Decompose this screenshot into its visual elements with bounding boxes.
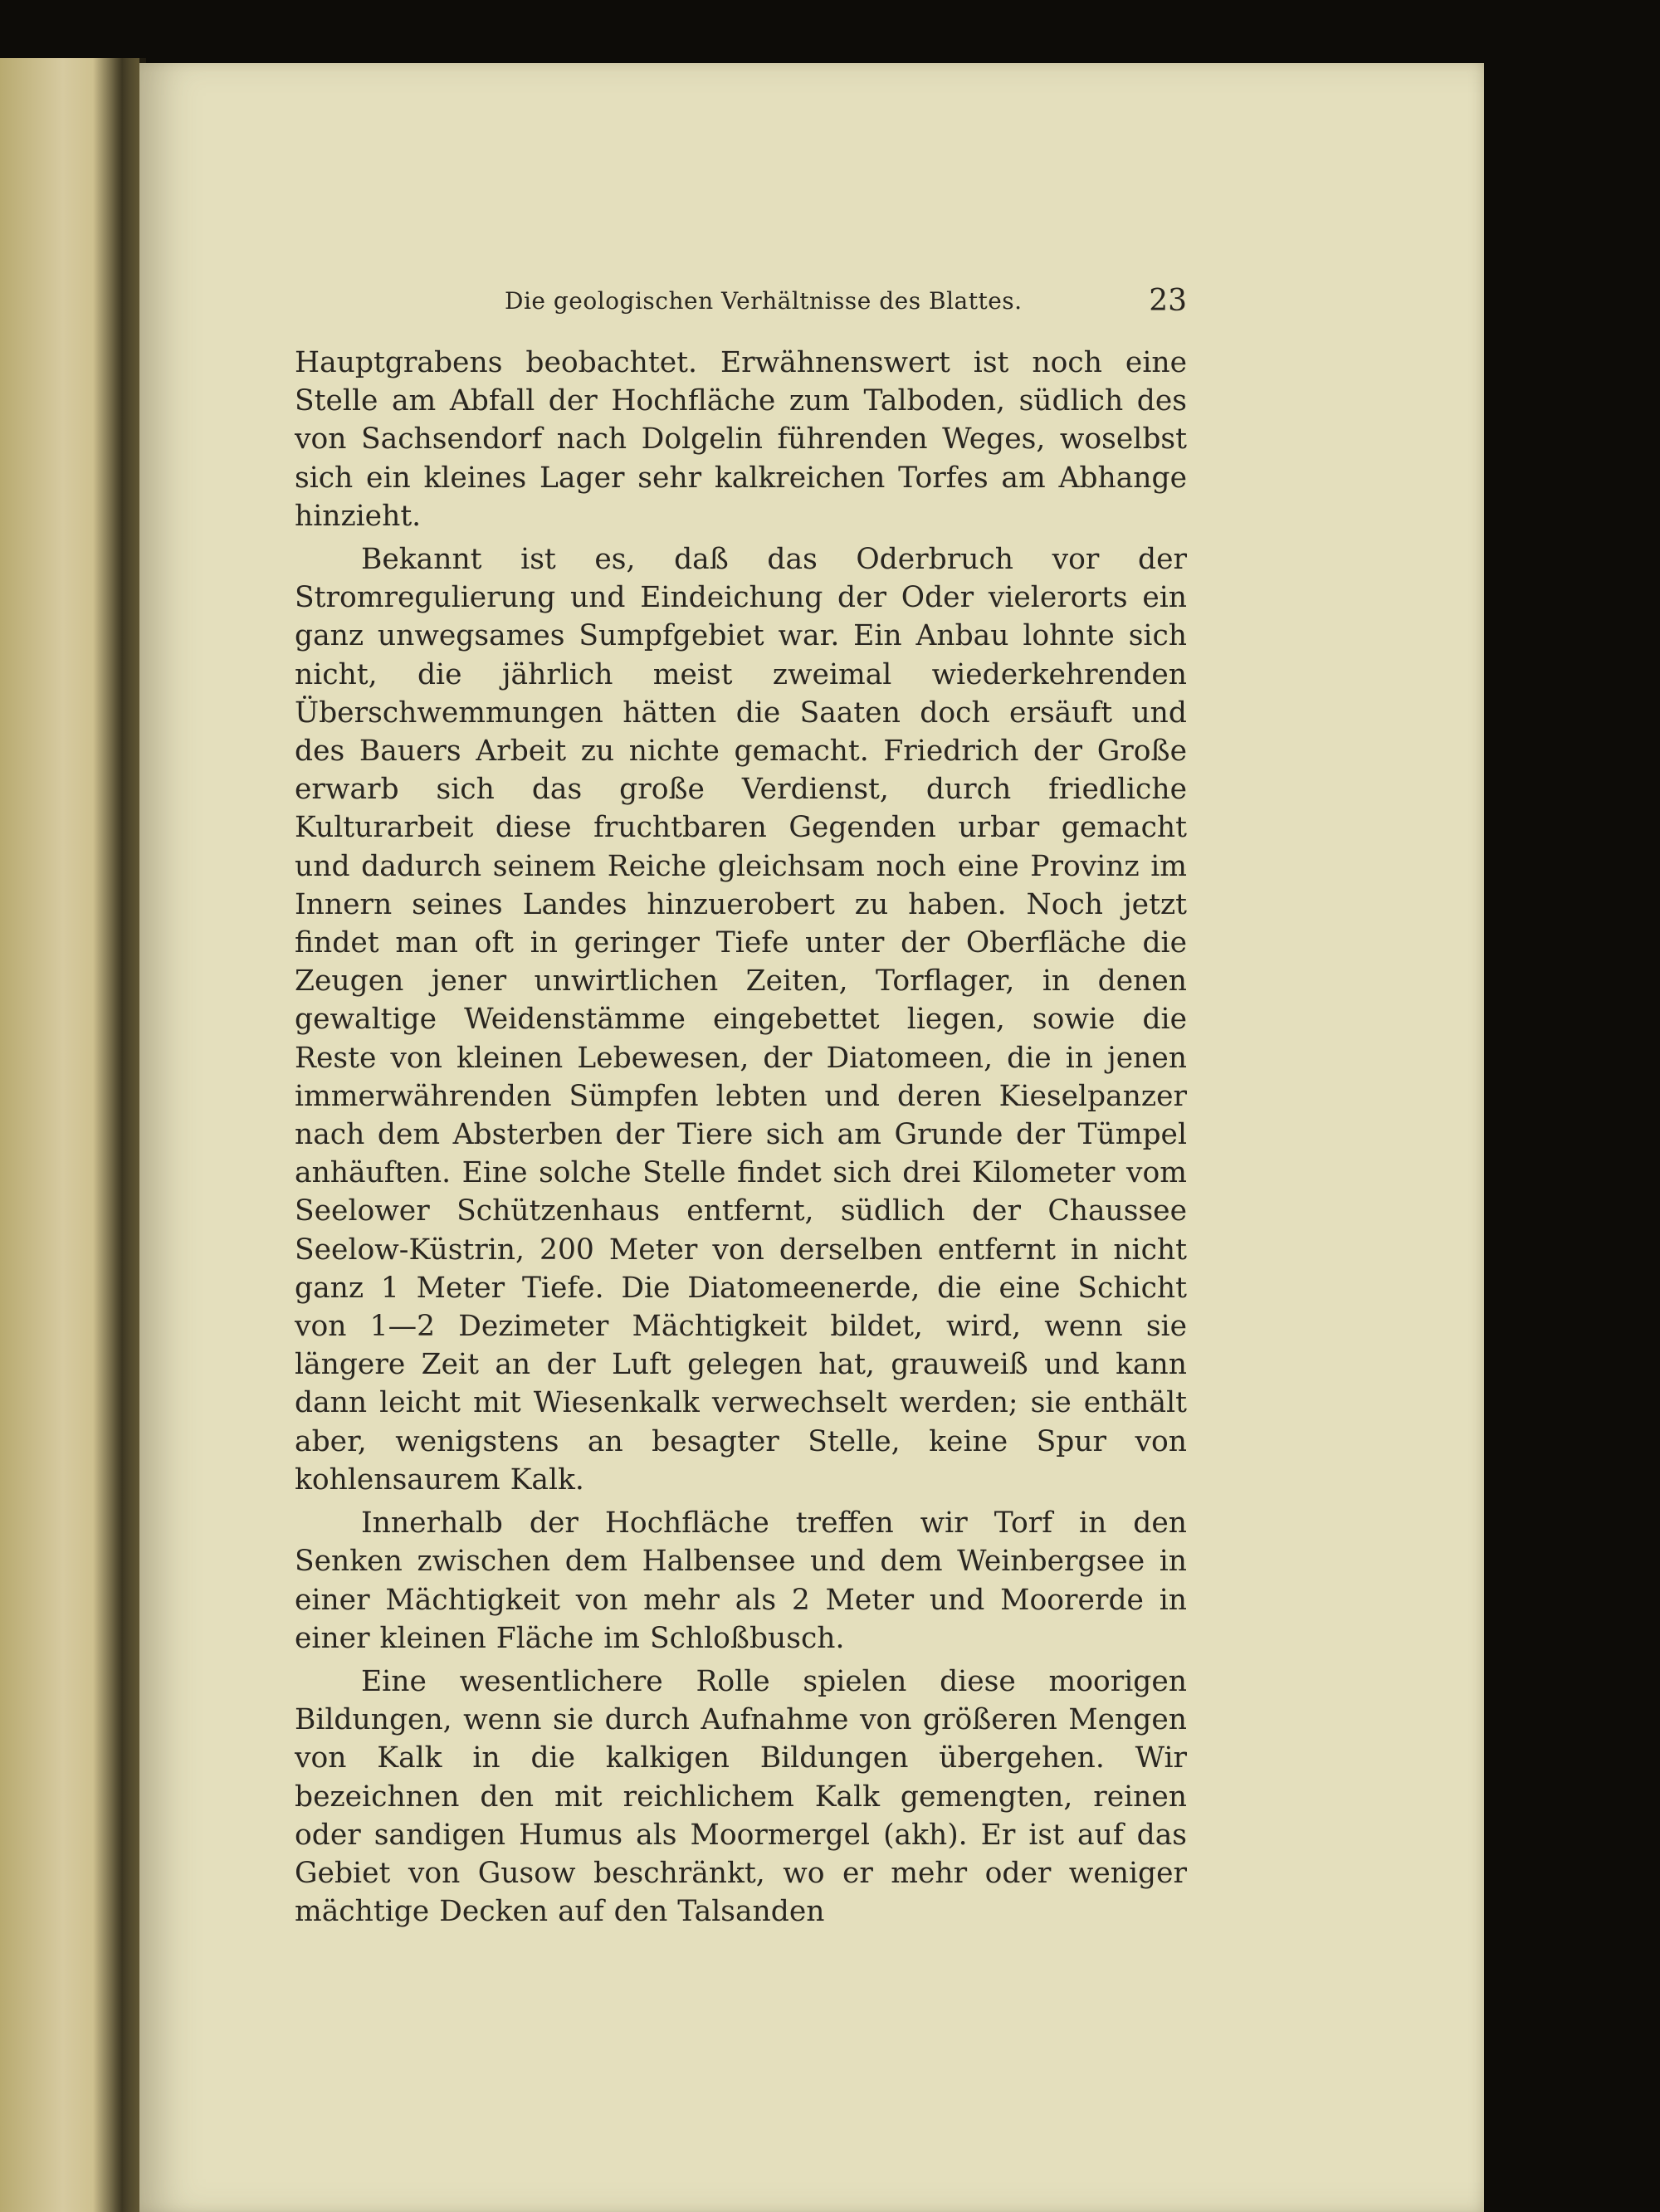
paragraph-3: Innerhalb der Hochfläche treffen wir Torf in den Senken zwischen dem Halbensee und dem Weinbergsee in einer Mächtigkeit von mehr als 2 Meter und Moorerde in einer kleinen Fläche im Schloßbusch.	[295, 1506, 1187, 1655]
body-text	[295, 344, 1187, 1936]
paragraph-4: Eine wesentlichere Rolle spielen diese moorigen Bildungen, wenn sie durch Aufnahme von größeren Mengen von Kalk in die kalkigen Bildungen übergehen. Wir bezeichnen den mit reichlichem Kalk gemengten, reinen oder sandigen Humus als Moormergel (akh). Er ist auf das Gebiet von Gusow beschränkt, wo er mehr oder weniger mächtige Decken auf den Talsanden	[295, 1664, 1187, 1929]
paragraph-2: Bekannt ist es, daß das Oderbruch vor der Stromregulierung und Eindeichung der Oder vielerorts ein ganz unwegsames Sumpfgebiet war. Ein Anbau lohnte sich nicht, die jährlich meist zweimal wiederkehrenden Überschwemmungen hätten die Saaten doch ersäuft und des Bauers Arbeit zu nichte gemacht. Friedrich der Große erwarb sich das große Verdienst, durch friedliche Kulturarbeit diese fruchtbaren Gegenden urbar gemacht und dadurch seinem Reiche gleichsam noch eine Provinz im Innern seines Landes hinzuerobert zu haben. Noch jetzt findet man oft in geringer Tiefe unter der Oberfläche die Zeugen jener unwirtlichen Zeiten, Torflager, in denen gewaltige Weidenstämme eingebettet liegen, sowie die Reste von kleinen Lebewesen, der Diatomeen, die in jenen immerwährenden Sümpfen lebten und deren Kieselpanzer nach dem Absterben der Tiere sich am Grunde der Tümpel anhäuften. Eine solche Stelle findet sich drei Kilometer vom Seelower Schützenhaus entfernt, südlich der Chaussee Seelow-Küstrin, 200 Meter von derselben entfernt in nicht ganz 1 Meter Tiefe. Die Diatomeenerde, die eine Schicht von 1—2 Dezimeter Mächtigkeit bildet, wird, wenn sie längere Zeit an der Luft gelegen hat, grauweiß und kann dann leicht mit Wiesenkalk verwechselt werden; sie enthält aber, wenigstens an besagter Stelle, keine Spur von kohlensaurem Kalk.	[295, 543, 1187, 1497]
header-title: Die geologischen Verhältnisse des Blattes.	[505, 287, 1023, 315]
book-gutter	[93, 58, 146, 2212]
page-number: 23	[1149, 284, 1187, 318]
running-header	[357, 284, 1187, 329]
paragraph-1: Hauptgrabens beobachtet. Erwähnenswert ist noch eine Stelle am Abfall der Hochfläche zum Talboden, südlich des von Sachsendorf nach Dolgelin führenden Weges, woselbst sich ein kleines Lager sehr kalkreichen Torfes am Abhange hinzieht.	[295, 346, 1187, 533]
